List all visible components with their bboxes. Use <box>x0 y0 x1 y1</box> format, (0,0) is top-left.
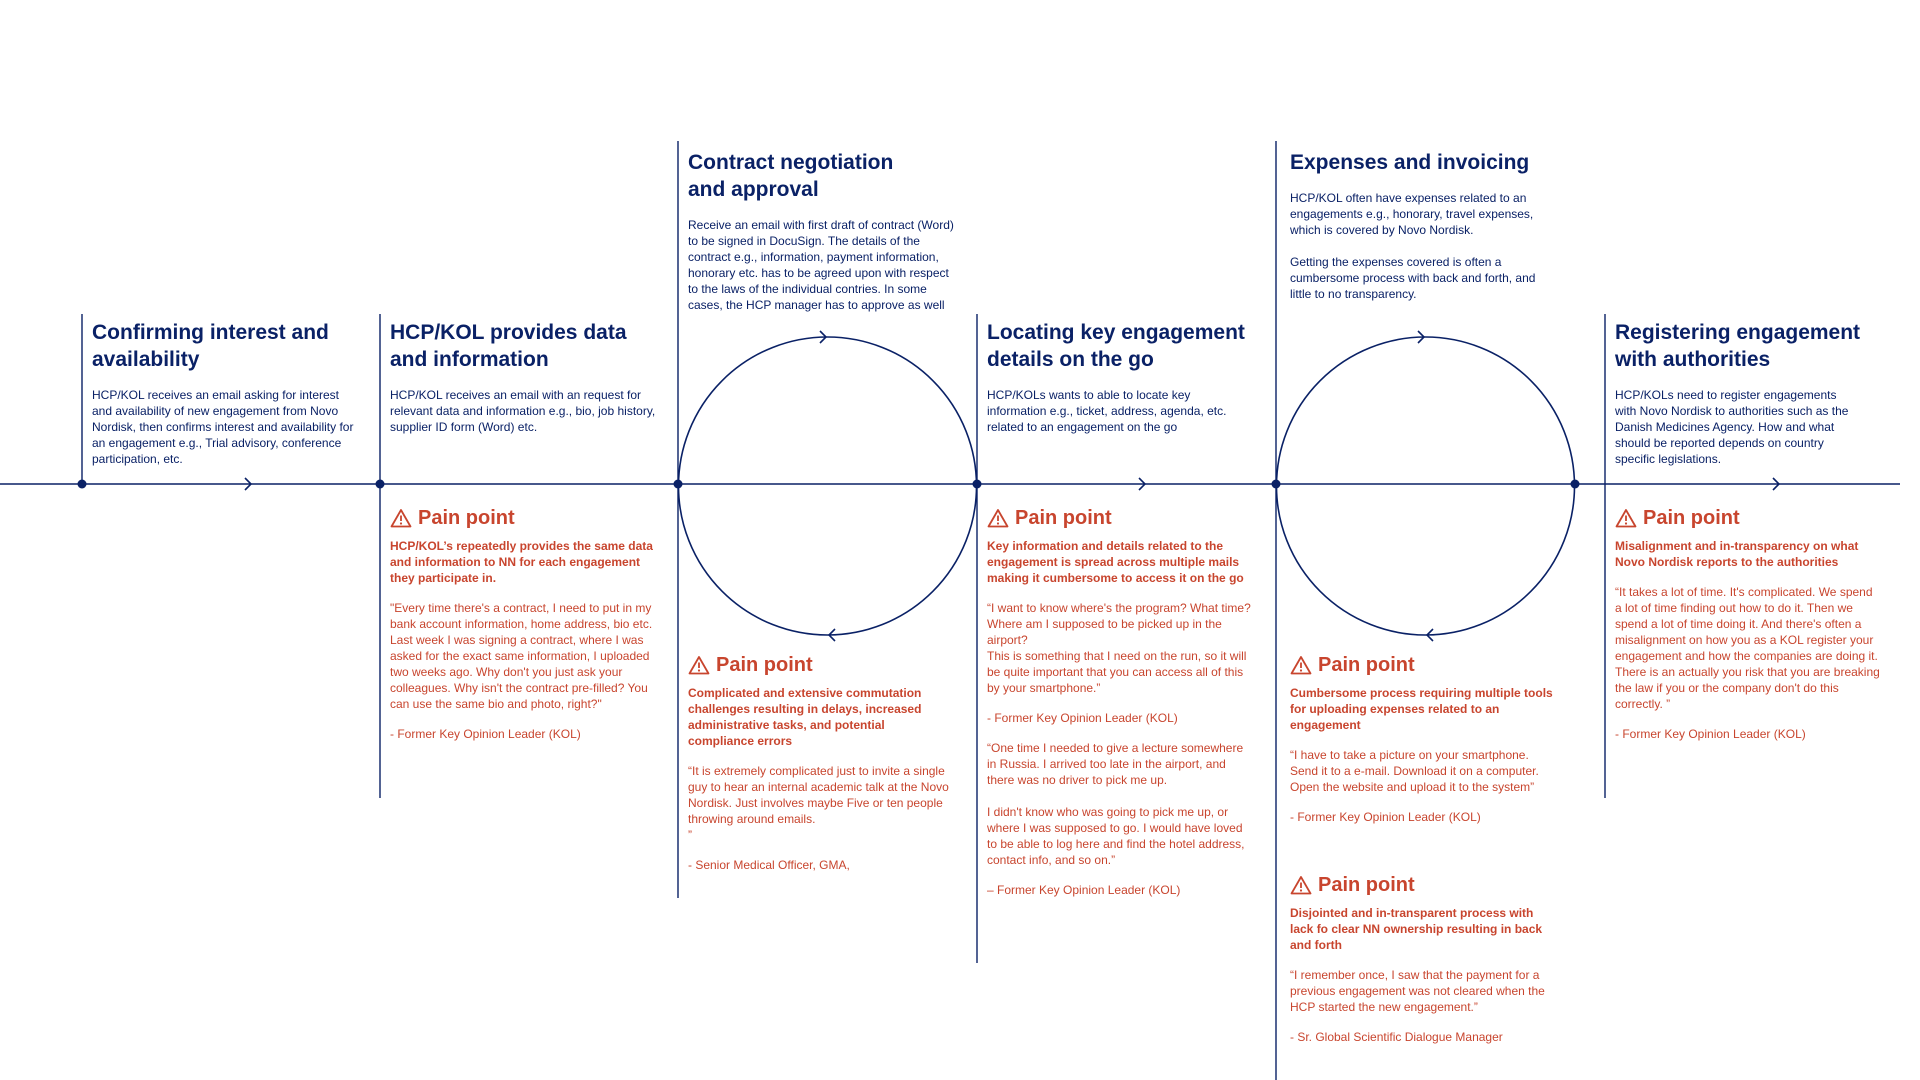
pain-point-expenses-tools <box>1290 653 1555 825</box>
pain-point-quote: “It is extremely complicated just to invite a single guy to hear an internal academic talk at the Novo Nordisk. Just involves maybe Five or ten people throwing around emails. ” <box>688 764 949 842</box>
pain-point-contract <box>688 653 953 873</box>
pain-point-label: Pain point <box>418 507 515 529</box>
pain-point-quote: “I have to take a picture on your smartphone. Send it to a e-mail. Download it on a computer. Open the website and upload it to the system” <box>1290 748 1539 794</box>
stage-description: Receive an email with first draft of contract (Word) to be signed in DocuSign. The details of the contract e.g., information, payment information, honorary etc. has to be agreed upon with respect to the laws of the individual contries. In some cases, the HCP manager has to approve as well <box>688 218 954 312</box>
pain-point-source: - Senior Medical Officer, GMA, <box>688 858 850 872</box>
warning-triangle-icon <box>688 655 710 675</box>
pain-point-label: Pain point <box>1643 507 1740 529</box>
pain-point-locating <box>987 506 1252 898</box>
stage-title: HCP/KOL provides data and information <box>390 321 627 371</box>
stage-contract-negotiation <box>688 149 958 313</box>
pain-point-label: Pain point <box>1015 507 1112 529</box>
pain-point-header <box>1290 653 1555 677</box>
pain-point-label: Pain point <box>1318 654 1415 676</box>
pain-point-provides-data <box>390 506 655 742</box>
pain-point-source: - Former Key Opinion Leader (KOL) <box>1615 727 1806 741</box>
stage-title: Confirming interest and availability <box>92 321 329 371</box>
contract-loop-circle <box>679 337 977 635</box>
pain-point-registering <box>1615 506 1880 742</box>
pain-point-quote: “It takes a lot of time. It's complicated. We spend a lot of time finding out how to do it. Then we spend a lot of time doing it. And there's often a misalignment on how you as a KOL register your engagement and how the companies are doing it. There is an actually you risk that you are breaking the law if you or the company don't do this correctly. ” <box>1615 585 1880 711</box>
pain-point-summary: Key information and details related to the engagement is spread across multiple mails making it cumbersome to access it on the go <box>987 539 1244 585</box>
stage-description: HCP/KOL receives an email asking for interest and availability of new engagement from Novo Nordisk, then confirms interest and availability for an engagement e.g., Trial advisory, conference participation, etc. <box>92 388 354 466</box>
stage-description: HCP/KOL receives an email with an request for relevant data and information e.g., bio, job history, supplier ID form (Word) etc. <box>390 388 656 434</box>
pain-point-header <box>688 653 953 677</box>
timeline-node <box>973 480 982 489</box>
pain-point-header <box>1290 873 1555 897</box>
warning-triangle-icon <box>987 508 1009 528</box>
pain-point-header <box>987 506 1252 530</box>
timeline-node <box>674 480 683 489</box>
timeline-node <box>78 480 87 489</box>
warning-triangle-icon <box>1290 875 1312 895</box>
stage-locating-details <box>987 319 1257 435</box>
pain-point-expenses-ownership <box>1290 873 1555 1045</box>
pain-point-header <box>390 506 655 530</box>
pain-point-summary: Misalignment and in-transparency on what Novo Nordisk reports to the authorities <box>1615 539 1859 569</box>
stage-title: Locating key engagement details on the go <box>987 321 1245 371</box>
pain-point-source: - Sr. Global Scientific Dialogue Manager <box>1290 1030 1503 1044</box>
timeline-node <box>1272 480 1281 489</box>
pain-point-quote: “I remember once, I saw that the payment for a previous engagement was not cleared when the HCP started the new engagement.” <box>1290 968 1545 1014</box>
timeline-node <box>376 480 385 489</box>
pain-point-source: - Former Key Opinion Leader (KOL) <box>390 727 581 741</box>
pain-point-quote: “One time I needed to give a lecture somewhere in Russia. I arrived too late in the airport, and there was no driver to pick me up. I didn't know who was going to pick me up, or where I was supposed to go. I would have loved to be able to log here and find the hotel address, contact info, and so on.” <box>987 741 1245 867</box>
pain-point-source: – Former Key Opinion Leader (KOL) <box>987 883 1181 897</box>
pain-point-source: - Former Key Opinion Leader (KOL) <box>987 711 1178 725</box>
stage-expenses-invoicing <box>1290 149 1560 302</box>
pain-point-summary: HCP/KOL’s repeatedly provides the same data and information to NN for each engagement they participate in. <box>390 539 653 585</box>
warning-triangle-icon <box>1615 508 1637 528</box>
pain-point-summary: Disjointed and in-transparent process with lack fo clear NN ownership resulting in back and forth <box>1290 906 1543 952</box>
stage-title: Contract negotiation and approval <box>688 151 894 201</box>
pain-point-quote: “I want to know where's the program? What time? Where am I supposed to be picked up in the airport? This is something that I need on the run, so it will be quite important that you can access all of this by your smartphone.” <box>987 601 1251 695</box>
stage-provides-data <box>390 319 660 435</box>
pain-point-quote: "Every time there's a contract, I need to put in my bank account information, home address, bio etc. Last week I was signing a contract, where I was asked for the exact same information, I uploaded two weeks ago. Why don't you just ask your colleagues. Why isn't the contract pre-filled? You can use the same bio and photo, right?" <box>390 601 653 711</box>
warning-triangle-icon <box>390 508 412 528</box>
stage-title: Registering engagement with authorities <box>1615 321 1861 371</box>
pain-point-summary: Cumbersome process requiring multiple tools for uploading expenses related to an engagement <box>1290 686 1553 732</box>
expenses-loop-circle <box>1277 337 1575 635</box>
warning-triangle-icon <box>1290 655 1312 675</box>
timeline-node <box>1571 480 1580 489</box>
pain-point-header <box>1615 506 1880 530</box>
stage-description: HCP/KOLs need to register engagements with Novo Nordisk to authorities such as the Danish Medicines Agency. How and what should be reported depends on country specific legislations. <box>1615 388 1849 466</box>
pain-point-summary: Complicated and extensive commutation challenges resulting in delays, increased administrative tasks, and potential compliance errors <box>688 686 922 748</box>
stage-registering-authorities <box>1615 319 1885 467</box>
pain-point-label: Pain point <box>716 654 813 676</box>
pain-point-label: Pain point <box>1318 874 1415 896</box>
stage-title: Expenses and invoicing <box>1290 151 1530 174</box>
stage-description: HCP/KOL often have expenses related to an engagements e.g., honorary, travel expenses, which is covered by Novo Nordisk. Getting the expenses covered is often a cumbersome process with back and forth, and little to no transparency. <box>1290 191 1536 301</box>
stage-confirming-interest <box>92 319 362 467</box>
pain-point-source: - Former Key Opinion Leader (KOL) <box>1290 810 1481 824</box>
stage-description: HCP/KOLs wants to able to locate key information e.g., ticket, address, agenda, etc. related to an engagement on the go <box>987 388 1227 434</box>
